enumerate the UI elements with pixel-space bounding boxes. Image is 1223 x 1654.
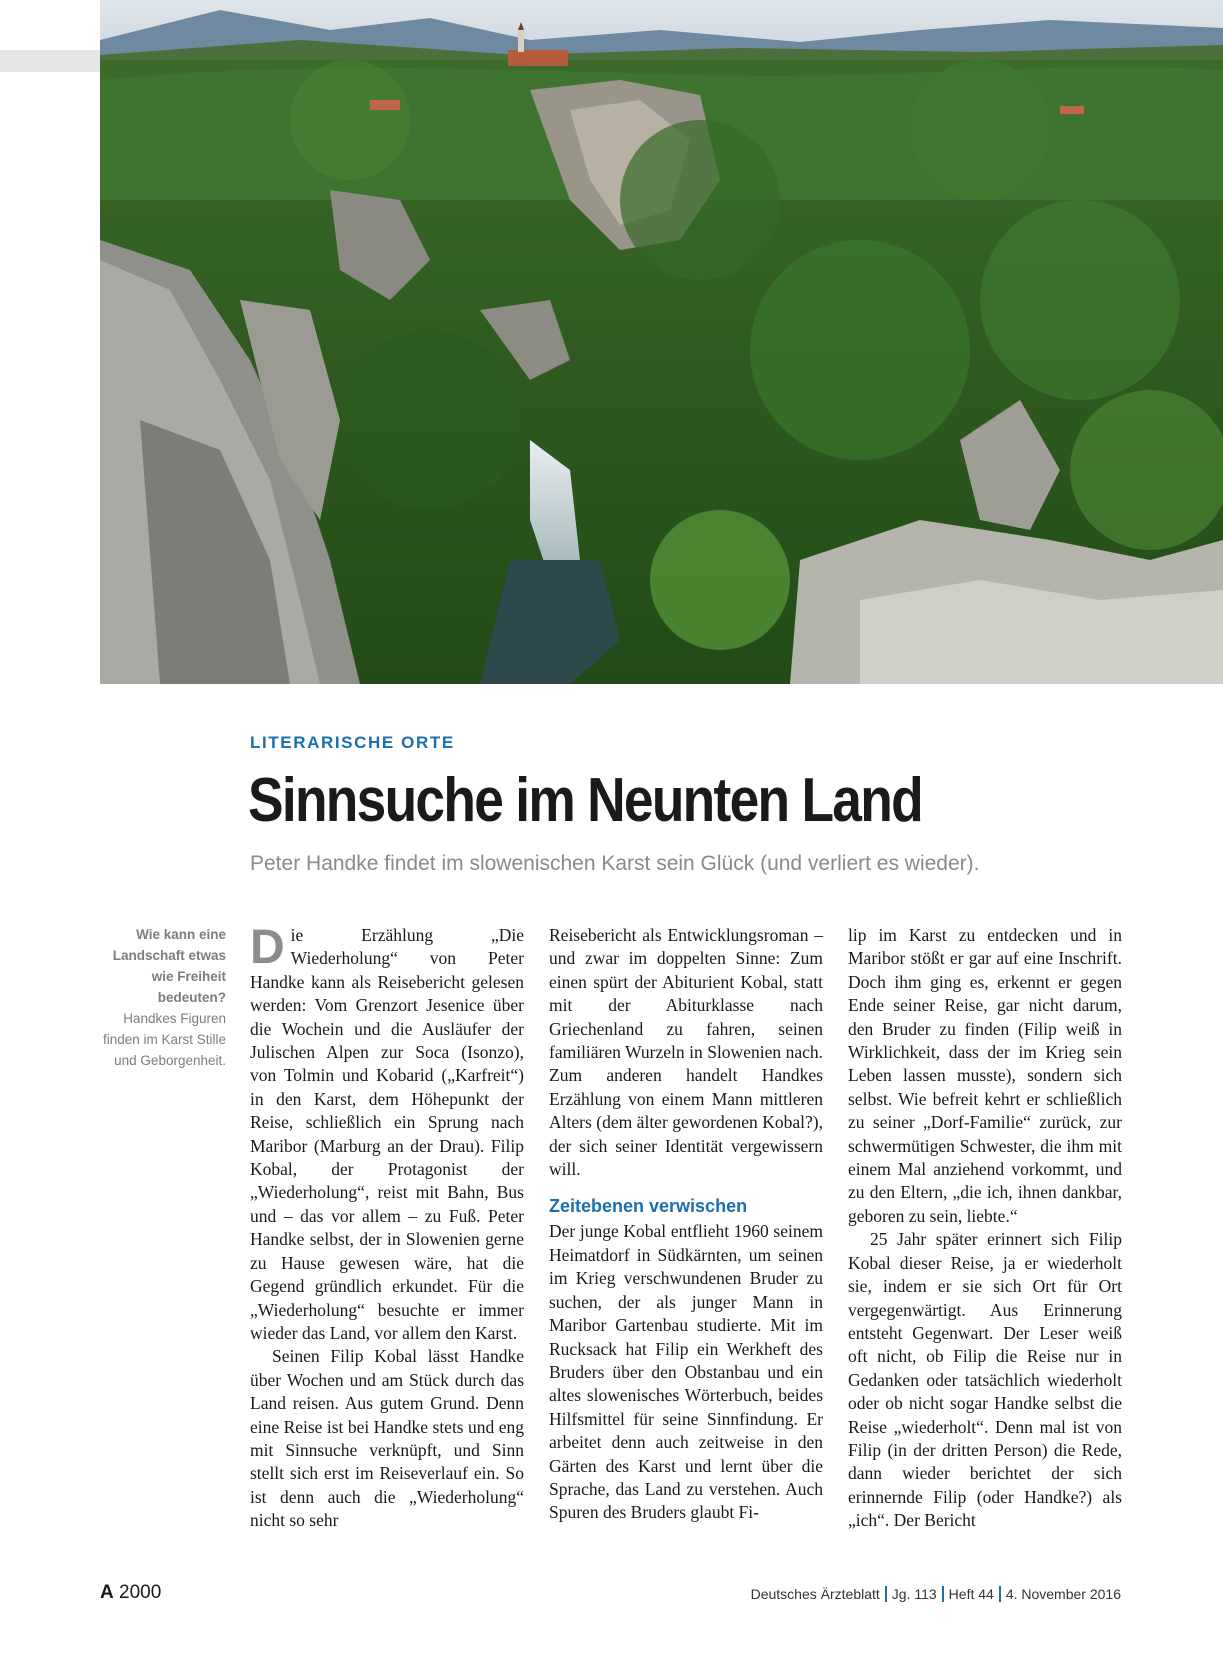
- text-column-3: [848, 924, 1122, 1533]
- paragraph-2: Seinen Filip Kobal lässt Handke über Wochen und am Stück durch das Land reisen. Aus gutem Grund. Denn eine Reise ist bei Handke stets und eng mit Sinnsuche verknüpft, und Sinn stellt sich erst im Reiseverlauf ein. So ist denn auch die „Wiederholung“ nicht so sehr: [250, 1346, 524, 1531]
- folio-number: 2000: [119, 1582, 162, 1603]
- journal-footer: [751, 1586, 1121, 1602]
- karst-landscape-photo: [100, 0, 1223, 684]
- article-subtitle: Peter Handke findet im slowenischen Karst sein Glück (und verliert es wieder).: [250, 852, 980, 875]
- folio-letter: A: [100, 1582, 114, 1603]
- footer-separator: [999, 1586, 1001, 1602]
- page-edge-tab: [0, 50, 100, 72]
- paragraph-5: lip im Karst zu entdecken und in Maribor stößt er gar auf eine Inschrift. Doch ihm ging es, erkennt er gegen Ende seiner Reise, gar nicht darum, den Bruder zu finden (Filip weiß in Wirklichkeit, dass der im Krieg sein Leben lassen musste), sondern sich selbst. Wie befreit kehrt er schließlich zu seiner „Dorf-Familie“ zurück, zur schwermütigen Schwester, die ihm mit einem Mal anziehend vorkommt, und zu den Eltern, „die ich, ihnen dankbar, geboren zu sein, liebte.“: [848, 925, 1122, 1226]
- footer-date: 4. November 2016: [1005, 1586, 1121, 1602]
- pullquote-answer: Handkes Figuren finden im Karst Stille und Geborgenheit.: [102, 1011, 226, 1068]
- footer-separator: [942, 1586, 944, 1602]
- footer-volume: Jg. 113: [891, 1586, 937, 1602]
- footer-journal: Deutsches Ärzteblatt: [750, 1586, 880, 1602]
- section-kicker: LITERARISCHE ORTE: [250, 733, 455, 752]
- paragraph-4: Der junge Kobal entflieht 1960 seinem Heimatdorf in Südkärnten, um seinen im Krieg verschwundenen Bruder zu suchen, der als junger Mann in Maribor Gartenbau studierte. Mit im Rucksack hat Filip ein Werkheft des Bruders über den Obstanbau und ein altes slowenisches Wörterbuch, beides Hilfsmittel für seine Sinnfindung. Er arbeitet denn auch zeitweise in den Gärten des Karst und lernt über die Sprache, das Land zu verstehen. Auch Spuren des Bruders glaubt Fi-: [549, 1221, 823, 1523]
- pullquote-question: Wie kann eine Landschaft etwas wie Freiheit bedeuten?: [112, 927, 226, 1005]
- paragraph-intro: [250, 921, 524, 1345]
- sidebar-pullquote: [90, 924, 226, 1071]
- paragraph-6: 25 Jahr später erinnert sich Filip Kobal dieser Reise, ja er wiederholt sie, indem er sie sich Ort für Ort vergegenwärtigt. Aus Erinnerung entsteht Gegenwart. Der Leser weiß oft nicht, ob Filip die Reise nur in Gedanken oder tatsächlich wiederholt oder ob nicht sogar Handke selbst die Reise „wiederholt“. Denn mal ist von Filip (in der dritten Person) die Rede, dann wieder berichtet der sich erinnernde Filip (oder Handke?) als „ich“. Der Bericht: [848, 1229, 1122, 1531]
- article-title: Sinnsuche im Neunten Land: [248, 766, 922, 835]
- text-column-1: [250, 921, 524, 1533]
- section-subheading: Zeitebenen verwischen: [549, 1196, 748, 1217]
- drop-cap: D: [250, 921, 285, 974]
- text-column-2: [549, 924, 823, 1525]
- paragraph-intro-text: ie Erzählung „Die Wiederholung“ von Peter Handke kann als Reisebericht gelesen werden: Vom Grenzort Jesenice über die Wochein und die Ausläufer der Julischen Alpen zur Soca (Isonzo), von Tolmin und Kobarid („Karfreit“) in den Karst, dem Höhepunkt der Reise, schließlich ein Sprung nach Maribor (Marburg an der Drau). Filip Kobal, der Protagonist der „Wiederholung“, reist mit Bahn, Bus und – das vor allem – zu Fuß. Peter Handke selbst, der in Slowenien gerne zu Hause gewesen wäre, hat die Gegend gründlich erkundet. Für die „Wiederholung“ besuchte er immer wieder das Land, vor allem den Karst.: [250, 925, 524, 1343]
- paragraph-3: Reisebericht als Entwicklungsroman – und zwar im doppelten Sinne: Zum einen spürt der Abiturient Kobal, statt mit der Abiturklasse nach Griechenland zu fahren, seinen familiären Wurzeln in Slowenien nach. Zum anderen handelt Handkes Erzählung von einem Mann mittleren Alters (dem älter gewordenen Kobal?), der sich seiner Identität vergewissern will.: [549, 925, 823, 1180]
- footer-issue: Heft 44: [948, 1586, 994, 1602]
- footer-separator: [885, 1586, 887, 1602]
- page-number: [100, 1582, 161, 1604]
